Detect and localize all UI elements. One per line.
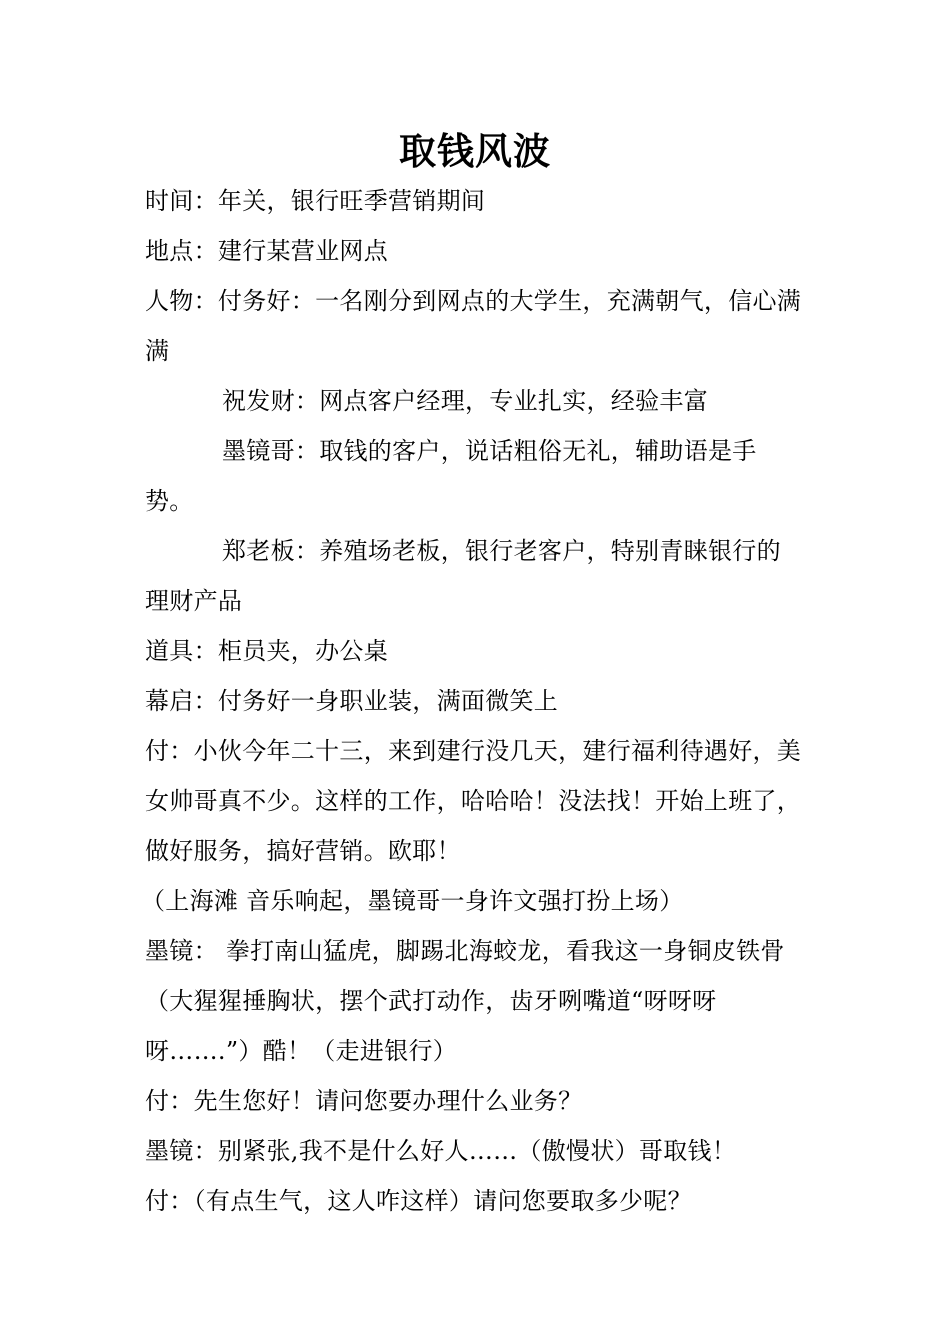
paragraph-time: 时间：年关，银行旺季营销期间 [145, 187, 486, 215]
paragraph-dialogue-fu-2: 付：先生您好！请问您要办理什么业务？ [145, 1087, 583, 1115]
paragraph-stage-direction: （上海滩 音乐响起，墨镜哥一身许文强打扮上场） [141, 887, 684, 915]
paragraph-dialogue-fu-1: 付：小伙今年二十三，来到建行没几天，建行福利待遇好，美女帅哥真不少。这样的工作，哈哈哈！没法找！开始上班了，做好服务，搞好营销。欧耶！ [145, 737, 802, 865]
paragraph-character-mojing: 墨镜哥：取钱的客户，说话粗俗无礼，辅助语是手势。 [145, 437, 757, 515]
paragraph-props: 道具：柜员夹，办公桌 [145, 637, 388, 665]
document-title: 取钱风波 [399, 129, 551, 173]
document-body [141, 176, 805, 1226]
paragraph-character-zheng: 郑老板：养殖场老板，银行老客户，特别青睐银行的理财产品 [145, 537, 781, 615]
paragraph-curtain: 幕启：付务好一身职业装，满面微笑上 [145, 687, 559, 715]
paragraph-dialogue-mojing-2: 墨镜：别紧张,我不是什么好人……（傲慢状）哥取钱！ [145, 1137, 737, 1165]
paragraph-character-zhu: 祝发财：网点客户经理，专业扎实，经验丰富 [222, 387, 708, 415]
paragraph-place: 地点：建行某营业网点 [145, 237, 388, 265]
paragraph-dialogue-mojing-1: 墨镜： 拳打南山猛虎，脚踢北海蛟龙，看我这一身铜皮铁骨（大猩猩捶胸状，摆个武打动作，齿牙咧嘴道“呀呀呀呀…….”）酷！（走进银行） [145, 937, 785, 1065]
paragraph-dialogue-fu-3: 付：（有点生气，这人咋这样）请问您要取多少呢？ [145, 1187, 692, 1215]
paragraph-characters: 人物：付务好：一名刚分到网点的大学生，充满朝气，信心满满 [145, 287, 802, 365]
